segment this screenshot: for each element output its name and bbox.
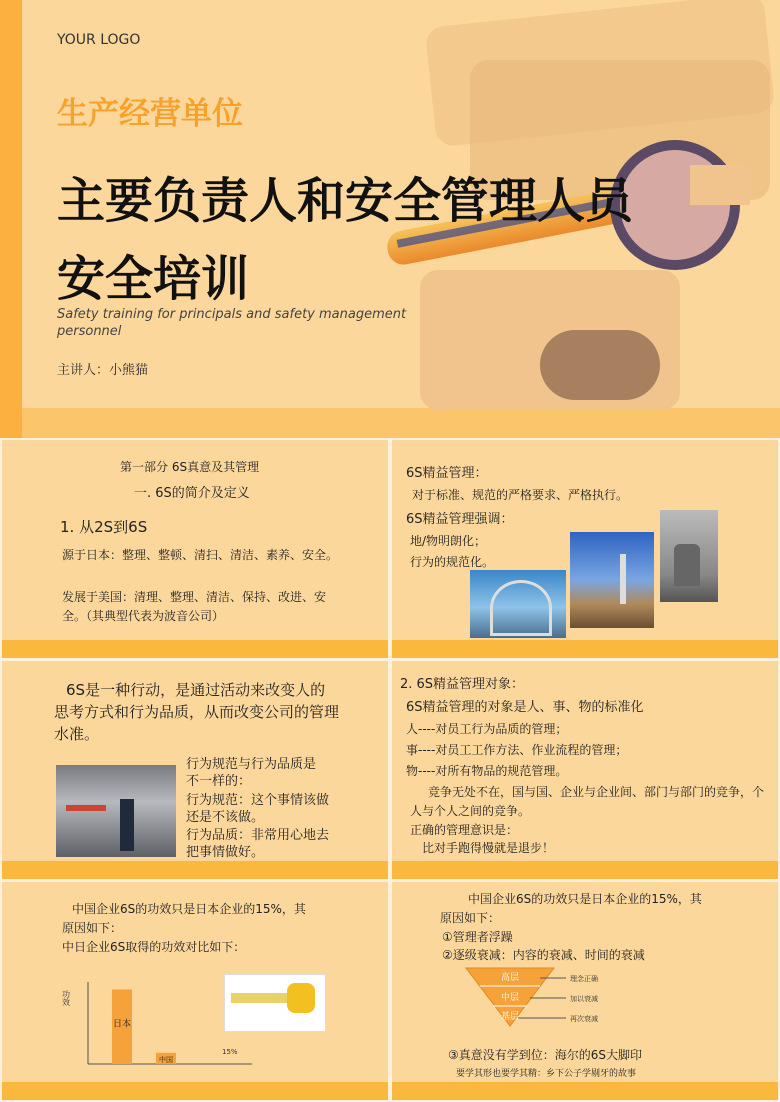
side-line-5: 行为品质：非常用心地去 — [186, 828, 330, 843]
arrow-label-1: 理念正确 — [570, 975, 598, 983]
bottom-bar — [392, 861, 778, 879]
title-slide — [0, 0, 780, 438]
side-line-1: 行为规范与行为品质是 — [186, 757, 317, 772]
decay-pyramid — [462, 966, 662, 1028]
line3: 人----对员工行为品质的管理； — [406, 722, 568, 736]
line2: 对于标准、规范的严格要求、严格执行。 — [412, 488, 629, 502]
side-line-2: 不一样的： — [186, 774, 252, 789]
pyramid-mid-label: 中层 — [500, 993, 520, 1003]
factory-photo-3 — [660, 510, 718, 602]
subtitle-cn: 生产经营单位 — [57, 96, 243, 132]
line3: 6S精益管理强调： — [406, 512, 514, 527]
title-line1: 主要负责人和安全管理人员 — [57, 173, 634, 229]
bottom-bar — [2, 861, 388, 879]
line5: ③真意没有学到位：海尔的6S大脚印 — [448, 1048, 643, 1062]
line4: 地/物明朗化； — [410, 534, 487, 548]
bottom-bar — [2, 1082, 388, 1100]
arrow-label-2: 加以衰减 — [570, 995, 598, 1003]
bottom-bar — [392, 640, 778, 658]
pyramid-top-label: 高层 — [500, 973, 520, 983]
line2: 原因如下： — [62, 921, 123, 935]
line2: 原因如下： — [440, 911, 501, 925]
slide-lean-management — [392, 440, 778, 658]
pyramid-base-label: 基层 — [500, 1012, 520, 1022]
intro-paragraph: 6S是一种行动，是通过活动来改变人的思考方式和行为品质，从而改变公司的管理水准。 — [54, 681, 340, 743]
section-title: 第一部分 6S真意及其管理 — [120, 460, 260, 474]
subtitle-en: Safety training for principals and safety management personnel — [57, 307, 407, 339]
line8: 比对手跑得慢就是退步！ — [422, 841, 555, 855]
line6: 竞争无处不在，国与国、企业与企业间、部门与部门的竞争，个人与个人之间的竞争。 — [410, 785, 765, 818]
logo: YOUR LOGO — [57, 32, 141, 48]
line4: ②逐级衰减：内容的衰减、时间的衰减 — [442, 948, 645, 962]
slide-reasons — [392, 882, 778, 1100]
line3: 中日企业6S取得的功效对比如下： — [62, 940, 246, 954]
y-axis-label: 功效 — [62, 990, 71, 1006]
title-line2: 安全培训 — [57, 251, 250, 307]
heading: 一. 6S的简介及定义 — [134, 486, 250, 501]
bar-label-0: 日本 — [112, 1019, 132, 1030]
line1: 6S精益管理： — [406, 466, 488, 481]
arrow-label-3: 再次衰减 — [570, 1015, 598, 1023]
line5: 行为的规范化。 — [410, 555, 495, 569]
line2: 6S精益管理的对象是人、事、物的标准化 — [406, 700, 644, 715]
line5: 物----对所有物品的规范管理。 — [406, 764, 568, 778]
line7: 正确的管理意识是： — [410, 823, 519, 837]
workshop-photo — [56, 765, 176, 857]
side-line-4: 还是不该做。 — [186, 810, 265, 825]
side-line-6: 把事情做好。 — [186, 845, 265, 860]
item-title: 1. 从2S到6S — [60, 518, 148, 536]
side-line-3: 行为规范：这个事情该做 — [186, 793, 330, 808]
line6: 要学其形也要学其精：乡下公子学剔牙的故事 — [456, 1069, 637, 1079]
bar-label-1: 中国 — [159, 1056, 173, 1064]
line1: 中国企业6S的功效只是日本企业的15%，其 — [468, 892, 702, 906]
measuring-tape-photo — [224, 974, 326, 1032]
line1: 2. 6S精益管理对象： — [400, 677, 525, 692]
slide-6s-action — [2, 661, 388, 879]
usa-text: 发展于美国：清理、整理、清洁、保持、改进、安全。（其典型代表为波音公司） — [62, 590, 327, 623]
bottom-bar — [392, 1082, 778, 1100]
bottom-bar — [2, 640, 388, 658]
origin-japan: 源于日本：整理、整顿、清扫、清洁、素养、安全。 — [62, 548, 339, 562]
factory-photo-1 — [470, 570, 566, 638]
left-accent-bar — [0, 0, 22, 438]
slide-6s-definition — [2, 440, 388, 658]
factory-photo-2 — [570, 532, 654, 628]
line4: 事----对员工工作方法、作业流程的管理； — [406, 743, 628, 757]
presenter: 主讲人：小熊猫 — [57, 363, 149, 378]
slide-efficacy-chart — [2, 882, 388, 1100]
pct-label: 15% — [222, 1048, 238, 1056]
slide-management-objects — [392, 661, 778, 879]
bottom-accent-bar — [22, 408, 780, 438]
line1: 中国企业6S的功效只是日本企业的15%，其 — [72, 902, 306, 916]
line3: ①管理者浮躁 — [442, 930, 513, 944]
